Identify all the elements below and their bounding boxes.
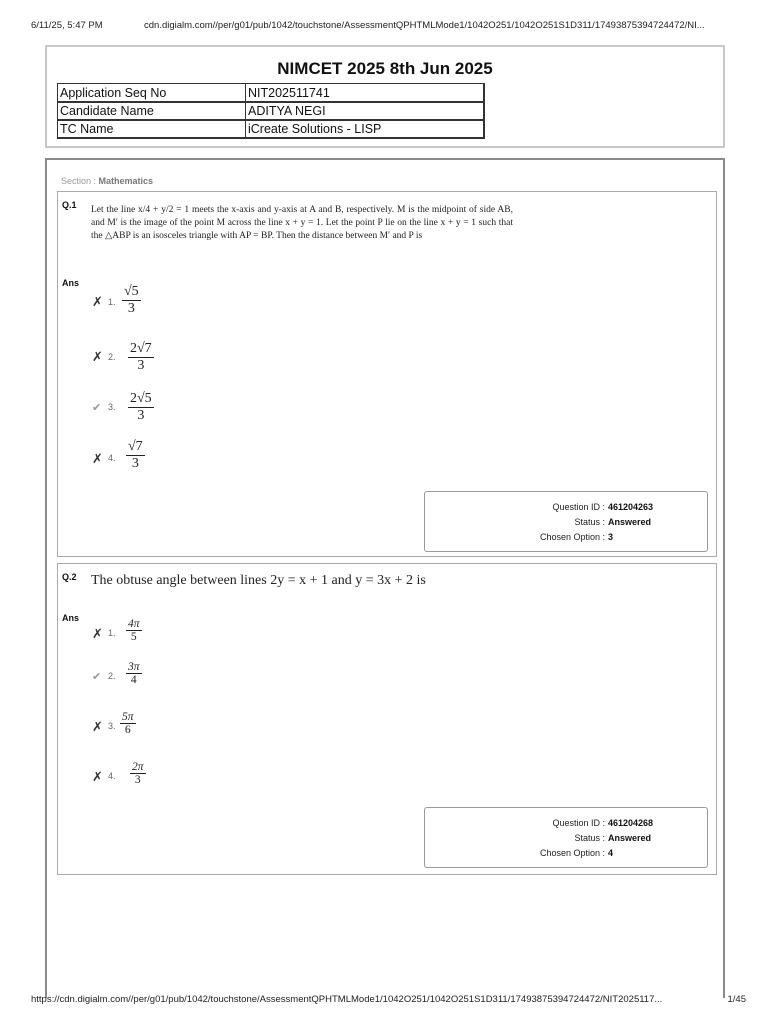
chosen-option-row	[425, 532, 614, 542]
status-value: Answered	[608, 833, 652, 843]
status-label: Status :	[574, 517, 605, 527]
fraction-denominator: 3	[137, 408, 145, 423]
option-number: 4.	[108, 771, 116, 781]
fraction-numerator: 4π	[128, 618, 140, 630]
info-row	[58, 84, 484, 102]
fraction-denominator: 3	[127, 301, 135, 316]
chosen-option-label: Chosen Option :	[539, 848, 605, 858]
question-number: Q.1	[62, 200, 77, 210]
fraction-denominator: 6	[124, 724, 131, 736]
option-number: 4.	[108, 453, 116, 463]
print-url: cdn.digialm.com//per/g01/pub/1042/touchstone/AssessmentQPHTMLMode1/1042O251/1042O251S1D311/17493875394724472/NI...	[144, 20, 705, 31]
answer-option	[92, 759, 292, 803]
question-id-value: 461204268	[608, 818, 654, 828]
page-number: 1/45	[727, 994, 746, 1005]
question-text: Let the line x/4 + y/2 = 1 meets the x-axis and y-axis at A and B, respectively. M is the midpoint of side AB, and M′ is the image of the point M across the line x + y = 1. Let the point P lie on the line x + y = 1 such that the △ABP is an isosceles triangle with AP = BP. Then the distance between M′ and P is	[91, 205, 513, 241]
option-fraction	[126, 439, 145, 472]
answer-option	[92, 439, 292, 483]
question-id-label: Question ID :	[552, 818, 605, 828]
answer-option	[92, 661, 292, 705]
option-number: 3.	[108, 402, 116, 412]
section-prefix: Section :	[61, 176, 99, 186]
option-number: 1.	[108, 297, 116, 307]
info-label: Application Seq No	[58, 84, 246, 102]
fraction-denominator: 4	[130, 674, 137, 686]
ans-label: Ans	[62, 278, 80, 288]
chosen-option-label: Chosen Option :	[539, 532, 605, 542]
answer-option	[92, 616, 292, 660]
wrong-mark-icon: ✗	[92, 769, 103, 784]
print-footer	[31, 994, 746, 1008]
fraction-denominator: 3	[137, 358, 145, 373]
option-fraction	[128, 391, 154, 424]
option-fraction	[120, 711, 136, 736]
option-number: 1.	[108, 628, 116, 638]
fraction-numerator: √7	[128, 439, 143, 454]
info-value: NIT202511741	[246, 84, 484, 102]
wrong-mark-icon: ✗	[92, 349, 103, 364]
fraction-numerator: 2π	[132, 761, 144, 773]
answer-option	[92, 341, 292, 385]
answer-option	[92, 391, 292, 435]
wrong-mark-icon: ✗	[92, 626, 103, 641]
info-value: iCreate Solutions - LISP	[246, 120, 484, 138]
option-fraction	[122, 284, 141, 317]
question-number: Q.2	[62, 572, 77, 582]
wrong-mark-icon: ✗	[92, 294, 103, 309]
chosen-option-value: 3	[608, 532, 614, 542]
status-row	[425, 833, 652, 843]
status-value: Answered	[608, 517, 652, 527]
option-fraction	[130, 761, 146, 786]
ans-label: Ans	[62, 613, 80, 623]
exam-title: NIMCET 2025 8th Jun 2025	[277, 59, 493, 78]
question-paper	[45, 158, 725, 998]
info-label: TC Name	[58, 120, 246, 138]
footer-url: https://cdn.digialm.com//per/g01/pub/1042/touchstone/AssessmentQPHTMLMode1/1042O251/1042O251S1D311/17493875394724472/NIT2025117...	[31, 994, 663, 1005]
question-status-box	[424, 807, 708, 868]
fraction-numerator: √5	[124, 284, 139, 299]
fraction-numerator: 5π	[122, 711, 134, 723]
print-header	[31, 20, 748, 34]
fraction-numerator: 2√7	[130, 341, 152, 356]
info-value: ADITYA NEGI	[246, 102, 484, 120]
fraction-denominator: 3	[131, 456, 139, 471]
fraction-denominator: 3	[134, 774, 141, 786]
fraction-numerator: 2√5	[130, 391, 152, 406]
fraction-numerator: 3π	[128, 661, 140, 673]
info-label: Candidate Name	[58, 102, 246, 120]
fraction-denominator: 5	[130, 631, 137, 643]
answer-option	[92, 284, 292, 328]
candidate-info-table	[57, 83, 484, 138]
question-id-row	[425, 818, 654, 828]
status-row	[425, 517, 652, 527]
correct-mark-icon: ✔	[92, 402, 102, 414]
question-block	[57, 563, 717, 875]
print-datetime: 6/11/25, 5:47 PM	[31, 20, 103, 31]
wrong-mark-icon: ✗	[92, 719, 103, 734]
chosen-option-row	[425, 848, 614, 858]
status-label: Status :	[574, 833, 605, 843]
section-name: Mathematics	[98, 176, 154, 186]
info-row	[58, 120, 484, 138]
option-number: 2.	[108, 671, 116, 681]
option-fraction	[126, 661, 142, 686]
option-fraction	[126, 618, 142, 643]
question-text: The obtuse angle between lines 2y = x + 1 and y = 3x + 2 is	[91, 573, 426, 588]
option-number: 2.	[108, 352, 116, 362]
option-number: 3.	[108, 721, 116, 731]
question-block	[57, 191, 717, 557]
exam-header	[45, 45, 725, 148]
section-label	[61, 176, 153, 186]
question-id-value: 461204263	[608, 502, 654, 512]
question-id-row	[425, 502, 654, 512]
info-row	[58, 102, 484, 120]
chosen-option-value: 4	[608, 848, 614, 858]
question-status-box	[424, 491, 708, 552]
answer-option	[92, 709, 292, 753]
wrong-mark-icon: ✗	[92, 451, 103, 466]
question-id-label: Question ID :	[552, 502, 605, 512]
correct-mark-icon: ✔	[92, 671, 102, 683]
option-fraction	[128, 341, 154, 374]
